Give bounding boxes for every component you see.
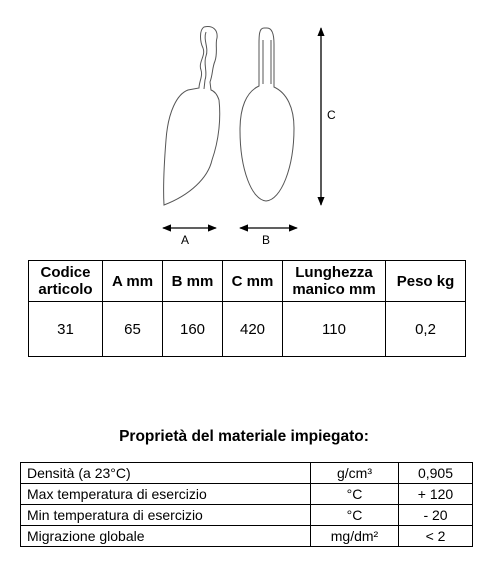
scoop-top-view bbox=[240, 28, 294, 201]
scoop-side-view bbox=[164, 27, 220, 205]
property-unit: mg/dm² bbox=[311, 526, 399, 547]
header-codice-articolo: Codice articolo bbox=[29, 261, 103, 302]
dimension-b-label: B bbox=[262, 233, 271, 247]
dimension-c-label: C bbox=[327, 108, 336, 122]
header-c-mm: C mm bbox=[223, 261, 283, 302]
table-row bbox=[21, 526, 473, 547]
property-name: Min temperatura di esercizio bbox=[21, 505, 311, 526]
property-value: + 120 bbox=[399, 484, 473, 505]
property-value: 0,905 bbox=[399, 463, 473, 484]
table-row bbox=[21, 484, 473, 505]
dimension-a-label: A bbox=[181, 233, 190, 247]
specs-table bbox=[28, 260, 466, 357]
table-row bbox=[21, 505, 473, 526]
property-name: Max temperatura di esercizio bbox=[21, 484, 311, 505]
property-unit: °C bbox=[311, 505, 399, 526]
cell-c-mm: 420 bbox=[223, 302, 283, 357]
property-value: < 2 bbox=[399, 526, 473, 547]
property-value: - 20 bbox=[399, 505, 473, 526]
header-peso-kg: Peso kg bbox=[386, 261, 466, 302]
properties-title: Proprietà del materiale impiegato: bbox=[119, 428, 369, 445]
header-b-mm: B mm bbox=[163, 261, 223, 302]
table-row bbox=[21, 463, 473, 484]
scoop-technical-drawing bbox=[0, 0, 488, 250]
property-unit: °C bbox=[311, 484, 399, 505]
cell-b-mm: 160 bbox=[163, 302, 223, 357]
property-unit: g/cm³ bbox=[311, 463, 399, 484]
cell-lunghezza: 110 bbox=[283, 302, 386, 357]
properties-table bbox=[20, 462, 473, 547]
specs-header-row bbox=[29, 261, 466, 302]
cell-a-mm: 65 bbox=[103, 302, 163, 357]
property-name: Densità (a 23°C) bbox=[21, 463, 311, 484]
cell-codice: 31 bbox=[29, 302, 103, 357]
header-a-mm: A mm bbox=[103, 261, 163, 302]
cell-peso: 0,2 bbox=[386, 302, 466, 357]
header-lunghezza-manico: Lunghezza manico mm bbox=[283, 261, 386, 302]
table-row bbox=[29, 302, 466, 357]
property-name: Migrazione globale bbox=[21, 526, 311, 547]
